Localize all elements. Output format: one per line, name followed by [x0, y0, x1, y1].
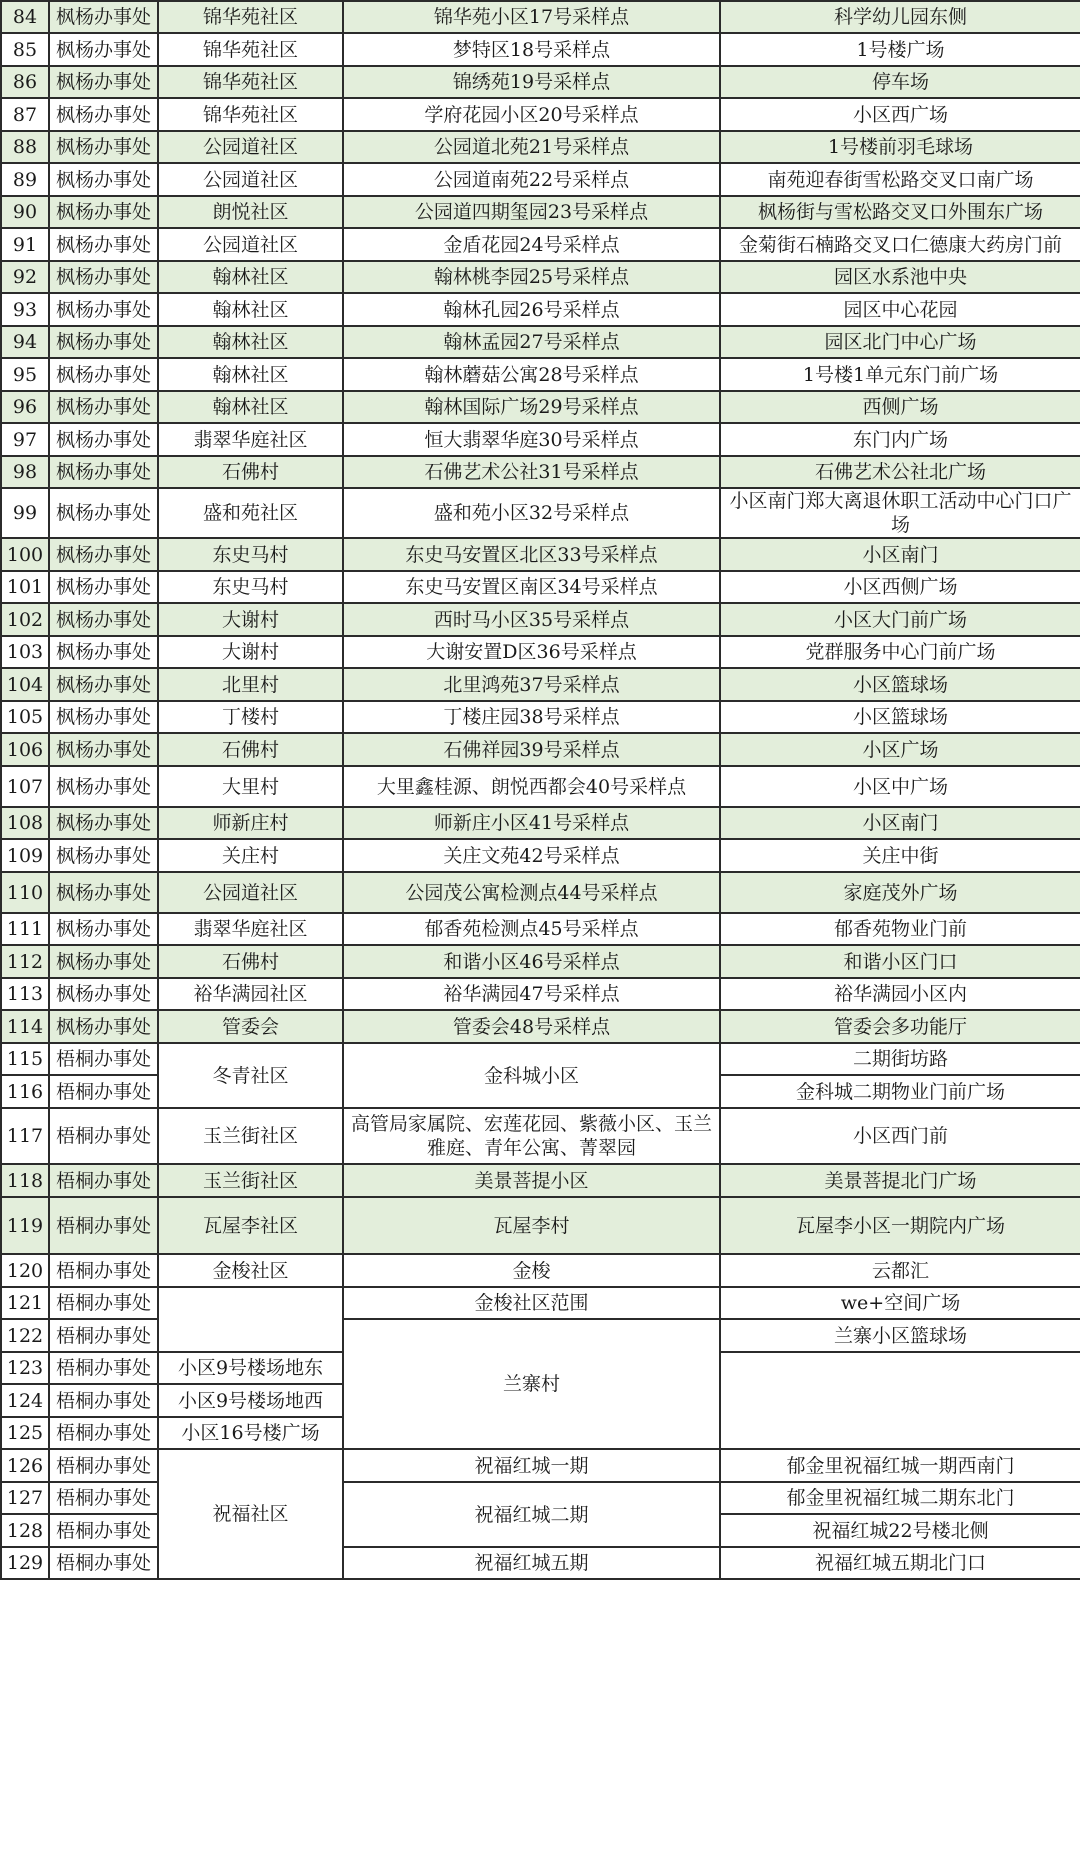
row-number-cell: 91 [1, 228, 49, 261]
community-cell: 裕华满园社区 [158, 978, 343, 1010]
office-cell: 枫杨办事处 [49, 701, 158, 733]
sampling-site-cell: 恒大翡翠华庭30号采样点 [343, 423, 720, 456]
location-cell: 兰寨小区篮球场 [720, 1319, 1080, 1352]
community-cell: 翰林社区 [158, 391, 343, 423]
location-cell: 小区广场 [720, 733, 1080, 766]
table-row [1, 423, 1080, 456]
table-row [1, 1108, 1080, 1164]
community-cell: 石佛村 [158, 456, 343, 488]
table-row [1, 33, 1080, 66]
table-row [1, 668, 1080, 701]
location-cell: 园区水系池中央 [720, 261, 1080, 293]
table-row [1, 293, 1080, 326]
table-row [1, 98, 1080, 131]
community-cell: 祝福社区 [158, 1449, 343, 1579]
row-number-cell: 95 [1, 358, 49, 391]
location-cell: 裕华满园小区内 [720, 978, 1080, 1010]
office-cell: 梧桐办事处 [49, 1384, 158, 1417]
sampling-site-cell: 祝福红城二期 [343, 1482, 720, 1547]
community-cell: 翡翠华庭社区 [158, 423, 343, 456]
table-row [1, 636, 1080, 668]
sampling-site-cell: 郁香苑检测点45号采样点 [343, 913, 720, 945]
row-number-cell: 87 [1, 98, 49, 131]
location-cell: 小区西侧广场 [720, 571, 1080, 603]
office-cell: 枫杨办事处 [49, 945, 158, 978]
office-cell: 枫杨办事处 [49, 423, 158, 456]
sampling-site-cell: 公园道四期玺园23号采样点 [343, 196, 720, 228]
community-cell: 盛和苑社区 [158, 488, 343, 538]
office-cell: 枫杨办事处 [49, 163, 158, 196]
row-number-cell: 85 [1, 33, 49, 66]
table-row [1, 733, 1080, 766]
office-cell: 枫杨办事处 [49, 733, 158, 766]
office-cell: 梧桐办事处 [49, 1482, 158, 1514]
office-cell: 枫杨办事处 [49, 131, 158, 163]
community-cell: 管委会 [158, 1010, 343, 1043]
table-row [1, 66, 1080, 98]
row-number-cell: 115 [1, 1043, 49, 1075]
community-cell: 冬青社区 [158, 1043, 343, 1108]
sampling-site-cell: 关庄文苑42号采样点 [343, 839, 720, 872]
table-row [1, 913, 1080, 945]
row-number-cell: 125 [1, 1417, 49, 1449]
office-cell: 枫杨办事处 [49, 603, 158, 636]
table-row [1, 701, 1080, 733]
sampling-site-cell: 高管局家属院、宏莲花园、紫薇小区、玉兰雅庭、青年公寓、菁翠园 [343, 1108, 720, 1164]
location-cell: 石佛艺术公社北广场 [720, 456, 1080, 488]
sampling-site-cell: 大谢安置D区36号采样点 [343, 636, 720, 668]
location-cell: 园区中心花园 [720, 293, 1080, 326]
location-cell: 东门内广场 [720, 423, 1080, 456]
location-cell: 郁金里祝福红城二期东北门 [720, 1482, 1080, 1514]
community-cell: 大谢村 [158, 603, 343, 636]
location-cell: 管委会多功能厅 [720, 1010, 1080, 1043]
location-cell: 祝福红城22号楼北侧 [720, 1514, 1080, 1547]
community-cell: 金梭社区 [158, 1254, 343, 1287]
table-row [1, 945, 1080, 978]
sampling-site-cell: 公园道南苑22号采样点 [343, 163, 720, 196]
table-row [1, 196, 1080, 228]
location-cell: 金菊街石楠路交叉口仁德康大药房门前 [720, 228, 1080, 261]
location-cell: 瓦屋李小区一期院内广场 [720, 1197, 1080, 1254]
office-cell: 枫杨办事处 [49, 293, 158, 326]
sampling-site-cell: 金梭 [343, 1254, 720, 1287]
office-cell: 梧桐办事处 [49, 1164, 158, 1197]
table-row [1, 456, 1080, 488]
location-cell: 1号楼前羽毛球场 [720, 131, 1080, 163]
office-cell: 枫杨办事处 [49, 391, 158, 423]
location-cell: 小区9号楼场地东 [158, 1352, 343, 1384]
sampling-site-cell: 北里鸿苑37号采样点 [343, 668, 720, 701]
row-number-cell: 92 [1, 261, 49, 293]
office-cell: 枫杨办事处 [49, 326, 158, 358]
row-number-cell: 108 [1, 807, 49, 839]
row-number-cell: 89 [1, 163, 49, 196]
table-row [1, 228, 1080, 261]
table-row [1, 1043, 1080, 1075]
location-cell: 祝福红城五期北门口 [720, 1547, 1080, 1579]
community-cell: 公园道社区 [158, 228, 343, 261]
table-body [1, 1, 1080, 1579]
community-cell: 石佛村 [158, 733, 343, 766]
community-cell: 北里村 [158, 668, 343, 701]
location-cell: 小区西广场 [720, 98, 1080, 131]
table-row [1, 872, 1080, 913]
location-cell: 家庭茂外广场 [720, 872, 1080, 913]
location-cell: 小区16号楼广场 [158, 1417, 343, 1449]
table-row [1, 1449, 1080, 1482]
row-number-cell: 106 [1, 733, 49, 766]
location-cell: 郁香苑物业门前 [720, 913, 1080, 945]
office-cell: 枫杨办事处 [49, 66, 158, 98]
office-cell: 梧桐办事处 [49, 1547, 158, 1579]
office-cell: 枫杨办事处 [49, 261, 158, 293]
location-cell: 科学幼儿园东侧 [720, 1, 1080, 33]
row-number-cell: 120 [1, 1254, 49, 1287]
sampling-site-cell: 翰林孔园26号采样点 [343, 293, 720, 326]
location-cell: 小区中广场 [720, 766, 1080, 807]
row-number-cell: 86 [1, 66, 49, 98]
office-cell: 枫杨办事处 [49, 807, 158, 839]
sampling-site-cell: 祝福红城五期 [343, 1547, 720, 1579]
sampling-site-cell: 石佛艺术公社31号采样点 [343, 456, 720, 488]
location-cell: 园区北门中心广场 [720, 326, 1080, 358]
community-cell: 翰林社区 [158, 358, 343, 391]
community-cell: 师新庄村 [158, 807, 343, 839]
sampling-site-cell: 西时马小区35号采样点 [343, 603, 720, 636]
table-row [1, 839, 1080, 872]
office-cell: 枫杨办事处 [49, 766, 158, 807]
location-cell: 小区南门 [720, 807, 1080, 839]
row-number-cell: 122 [1, 1319, 49, 1352]
sampling-site-cell: 翰林国际广场29号采样点 [343, 391, 720, 423]
location-cell: 美景菩提北门广场 [720, 1164, 1080, 1197]
community-cell: 翰林社区 [158, 293, 343, 326]
community-cell: 石佛村 [158, 945, 343, 978]
row-number-cell: 126 [1, 1449, 49, 1482]
office-cell: 枫杨办事处 [49, 668, 158, 701]
sampling-site-cell: 锦华苑小区17号采样点 [343, 1, 720, 33]
office-cell: 梧桐办事处 [49, 1319, 158, 1352]
row-number-cell: 124 [1, 1384, 49, 1417]
location-cell: 关庄中街 [720, 839, 1080, 872]
location-cell: 党群服务中心门前广场 [720, 636, 1080, 668]
location-cell: we+空间广场 [720, 1287, 1080, 1319]
location-cell: 1号楼广场 [720, 33, 1080, 66]
location-cell: 小区篮球场 [720, 701, 1080, 733]
location-cell: 小区9号楼场地西 [158, 1384, 343, 1417]
row-number-cell: 114 [1, 1010, 49, 1043]
row-number-cell: 127 [1, 1482, 49, 1514]
office-cell: 枫杨办事处 [49, 1, 158, 33]
office-cell: 枫杨办事处 [49, 978, 158, 1010]
row-number-cell: 90 [1, 196, 49, 228]
office-cell: 枫杨办事处 [49, 1010, 158, 1043]
community-cell: 玉兰街社区 [158, 1108, 343, 1164]
community-cell: 大里村 [158, 766, 343, 807]
sampling-site-cell: 石佛祥园39号采样点 [343, 733, 720, 766]
location-cell: 云都汇 [720, 1254, 1080, 1287]
table-row [1, 391, 1080, 423]
row-number-cell: 88 [1, 131, 49, 163]
office-cell: 枫杨办事处 [49, 228, 158, 261]
row-number-cell: 129 [1, 1547, 49, 1579]
row-number-cell: 93 [1, 293, 49, 326]
community-cell: 瓦屋李社区 [158, 1197, 343, 1254]
row-number-cell: 84 [1, 1, 49, 33]
row-number-cell: 112 [1, 945, 49, 978]
office-cell: 梧桐办事处 [49, 1352, 158, 1384]
row-number-cell: 121 [1, 1287, 49, 1319]
community-cell: 锦华苑社区 [158, 98, 343, 131]
office-cell: 枫杨办事处 [49, 571, 158, 603]
sampling-site-cell: 东史马安置区北区33号采样点 [343, 538, 720, 571]
community-cell: 公园道社区 [158, 131, 343, 163]
table-row [1, 163, 1080, 196]
sampling-site-cell: 美景菩提小区 [343, 1164, 720, 1197]
sampling-site-cell: 和谐小区46号采样点 [343, 945, 720, 978]
table-row [1, 571, 1080, 603]
row-number-cell: 98 [1, 456, 49, 488]
sampling-site-cell: 学府花园小区20号采样点 [343, 98, 720, 131]
table-row [1, 261, 1080, 293]
location-cell: 停车场 [720, 66, 1080, 98]
office-cell: 枫杨办事处 [49, 839, 158, 872]
table-row [1, 1, 1080, 33]
row-number-cell: 118 [1, 1164, 49, 1197]
location-cell: 南苑迎春街雪松路交叉口南广场 [720, 163, 1080, 196]
office-cell: 枫杨办事处 [49, 456, 158, 488]
office-cell: 梧桐办事处 [49, 1514, 158, 1547]
sampling-site-cell: 公园茂公寓检测点44号采样点 [343, 872, 720, 913]
row-number-cell: 116 [1, 1075, 49, 1108]
row-number-cell: 99 [1, 488, 49, 538]
location-cell: 二期街坊路 [720, 1043, 1080, 1075]
row-number-cell: 96 [1, 391, 49, 423]
row-number-cell: 128 [1, 1514, 49, 1547]
sampling-site-cell: 梦特区18号采样点 [343, 33, 720, 66]
office-cell: 梧桐办事处 [49, 1287, 158, 1319]
office-cell: 枫杨办事处 [49, 488, 158, 538]
row-number-cell: 94 [1, 326, 49, 358]
office-cell: 枫杨办事处 [49, 33, 158, 66]
row-number-cell: 97 [1, 423, 49, 456]
office-cell: 梧桐办事处 [49, 1417, 158, 1449]
table-row [1, 1164, 1080, 1197]
sampling-site-cell: 盛和苑小区32号采样点 [343, 488, 720, 538]
row-number-cell: 110 [1, 872, 49, 913]
community-cell: 大谢村 [158, 636, 343, 668]
community-cell: 公园道社区 [158, 872, 343, 913]
community-cell: 丁楼村 [158, 701, 343, 733]
row-number-cell: 102 [1, 603, 49, 636]
row-number-cell: 101 [1, 571, 49, 603]
row-number-cell: 100 [1, 538, 49, 571]
location-cell: 枫杨街与雪松路交叉口外围东广场 [720, 196, 1080, 228]
table-row [1, 538, 1080, 571]
office-cell: 枫杨办事处 [49, 358, 158, 391]
sampling-site-cell: 金梭社区范围 [343, 1287, 720, 1319]
table-row [1, 603, 1080, 636]
location-cell: 和谐小区门口 [720, 945, 1080, 978]
row-number-cell: 117 [1, 1108, 49, 1164]
row-number-cell: 119 [1, 1197, 49, 1254]
location-cell: 郁金里祝福红城一期西南门 [720, 1449, 1080, 1482]
office-cell: 枫杨办事处 [49, 913, 158, 945]
office-cell: 枫杨办事处 [49, 872, 158, 913]
community-cell: 锦华苑社区 [158, 1, 343, 33]
table-row [1, 807, 1080, 839]
sampling-site-cell: 大里鑫桂源、朗悦西都会40号采样点 [343, 766, 720, 807]
sampling-site-cell: 翰林孟园27号采样点 [343, 326, 720, 358]
location-cell: 小区西门前 [720, 1108, 1080, 1164]
table-row [1, 1254, 1080, 1287]
sampling-site-cell: 东史马安置区南区34号采样点 [343, 571, 720, 603]
community-cell: 锦华苑社区 [158, 33, 343, 66]
row-number-cell: 113 [1, 978, 49, 1010]
row-number-cell: 105 [1, 701, 49, 733]
community-cell: 关庄村 [158, 839, 343, 872]
office-cell: 梧桐办事处 [49, 1254, 158, 1287]
sampling-site-cell: 翰林蘑菇公寓28号采样点 [343, 358, 720, 391]
sampling-site-cell: 管委会48号采样点 [343, 1010, 720, 1043]
row-number-cell: 104 [1, 668, 49, 701]
community-cell: 锦华苑社区 [158, 66, 343, 98]
table-row [1, 326, 1080, 358]
row-number-cell: 103 [1, 636, 49, 668]
row-number-cell: 107 [1, 766, 49, 807]
table-row [1, 488, 1080, 538]
office-cell: 枫杨办事处 [49, 538, 158, 571]
sampling-site-cell: 裕华满园47号采样点 [343, 978, 720, 1010]
sampling-site-cell: 祝福红城一期 [343, 1449, 720, 1482]
sampling-site-cell: 兰寨村 [343, 1319, 720, 1449]
community-cell: 东史马村 [158, 538, 343, 571]
table-row [1, 1197, 1080, 1254]
sampling-site-cell: 师新庄小区41号采样点 [343, 807, 720, 839]
community-cell: 朗悦社区 [158, 196, 343, 228]
office-cell: 枫杨办事处 [49, 196, 158, 228]
office-cell: 梧桐办事处 [49, 1449, 158, 1482]
table-row [1, 358, 1080, 391]
office-cell: 梧桐办事处 [49, 1197, 158, 1254]
sampling-site-cell: 丁楼庄园38号采样点 [343, 701, 720, 733]
table-row [1, 978, 1080, 1010]
sampling-site-cell: 金盾花园24号采样点 [343, 228, 720, 261]
table-row [1, 1287, 1080, 1319]
sampling-site-cell: 锦绣苑19号采样点 [343, 66, 720, 98]
location-cell: 1号楼1单元东门前广场 [720, 358, 1080, 391]
office-cell: 梧桐办事处 [49, 1075, 158, 1108]
row-number-cell: 109 [1, 839, 49, 872]
sampling-site-cell: 翰林桃李园25号采样点 [343, 261, 720, 293]
community-cell: 公园道社区 [158, 163, 343, 196]
row-number-cell: 123 [1, 1352, 49, 1384]
office-cell: 枫杨办事处 [49, 636, 158, 668]
location-cell: 小区大门前广场 [720, 603, 1080, 636]
row-number-cell: 111 [1, 913, 49, 945]
table-row [1, 131, 1080, 163]
community-cell [158, 1287, 343, 1352]
sampling-site-cell: 金科城小区 [343, 1043, 720, 1108]
office-cell: 梧桐办事处 [49, 1108, 158, 1164]
office-cell: 枫杨办事处 [49, 98, 158, 131]
location-cell: 西侧广场 [720, 391, 1080, 423]
community-cell: 翰林社区 [158, 261, 343, 293]
community-cell: 翡翠华庭社区 [158, 913, 343, 945]
location-cell: 小区南门郑大离退休职工活动中心门口广场 [720, 488, 1080, 538]
table-row [1, 1010, 1080, 1043]
table-row [1, 766, 1080, 807]
community-cell: 东史马村 [158, 571, 343, 603]
office-cell: 梧桐办事处 [49, 1043, 158, 1075]
sampling-site-cell: 瓦屋李村 [343, 1197, 720, 1254]
location-cell: 小区南门 [720, 538, 1080, 571]
location-cell: 金科城二期物业门前广场 [720, 1075, 1080, 1108]
location-cell: 小区篮球场 [720, 668, 1080, 701]
community-cell: 翰林社区 [158, 326, 343, 358]
community-cell: 玉兰街社区 [158, 1164, 343, 1197]
sampling-site-cell: 公园道北苑21号采样点 [343, 131, 720, 163]
